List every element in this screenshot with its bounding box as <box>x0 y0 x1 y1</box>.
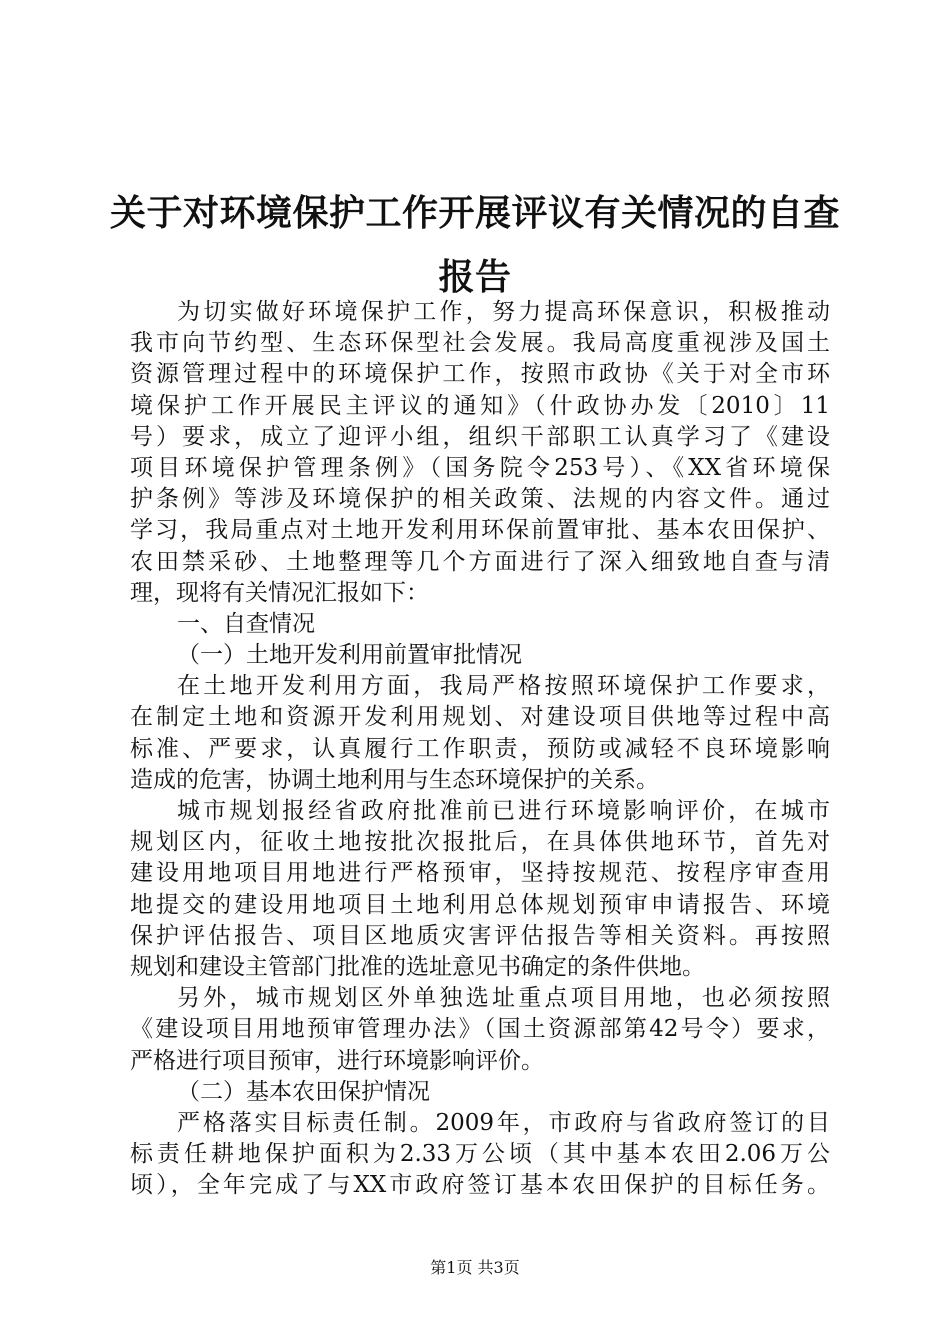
body-line: 理，现将有关情况汇报如下： <box>130 579 429 606</box>
body-line: （二）基本农田保护情况 <box>177 1078 430 1105</box>
body-line: 严格落实目标责任制。2009年，市政府与省政府签订的目 <box>177 1109 830 1136</box>
title-line-1: 关于对环境保护工作开展评议有关情况的自查 <box>110 193 841 234</box>
body-line: 城市规划报经省政府批准前已进行环境影响评价，在城市 <box>177 798 830 824</box>
body-line: 为切实做好环境保护工作，努力提高环保意识，积极推动 <box>177 299 830 325</box>
body-line: 规划和建设主管部门批准的选址意见书确定的条件供地。 <box>130 953 705 980</box>
body-line: 护条例》等涉及环境保护的相关政策、法规的内容文件。通过 <box>130 486 830 513</box>
page-footer: 第1页 共3页 <box>430 1258 520 1277</box>
body-line: 顷），全年完成了与XX市政府签订基本农田保护的目标任务。 <box>130 1172 830 1199</box>
body-line: 保护评估报告、项目区地质灾害评估报告等相关资料。再按照 <box>130 922 830 949</box>
body-line: 境保护工作开展民主评议的通知》（什政协办发〔2010〕11 <box>130 392 830 419</box>
body-line: 标准、严要求，认真履行工作职责，预防或减轻不良环境影响 <box>130 735 830 762</box>
body-line: 资源管理过程中的环境保护工作，按照市政协《关于对全市环 <box>130 361 830 388</box>
body-line: 建设用地项目用地进行严格预审，坚持按规范、按程序审查用 <box>130 860 830 887</box>
body-line: 一、自查情况 <box>177 610 315 637</box>
title-line-2: 报告 <box>438 257 512 298</box>
body-line: （一）土地开发利用前置审批情况 <box>177 642 522 669</box>
document-body <box>130 297 830 1201</box>
body-line: 标责任耕地保护面积为2.33万公顷（其中基本农田2.06万公 <box>130 1141 830 1168</box>
body-line: 造成的危害，协调土地利用与生态环境保护的关系。 <box>130 766 659 793</box>
body-line: 另外，城市规划区外单独选址重点项目用地，也必须按照 <box>177 985 830 1012</box>
body-line: 我市向节约型、生态环保型社会发展。我局高度重视涉及国土 <box>130 330 830 357</box>
body-line: 农田禁采砂、土地整理等几个方面进行了深入细致地自查与清 <box>130 548 830 575</box>
body-line: 地提交的建设用地项目土地利用总体规划预审申请报告、环境 <box>130 891 830 918</box>
body-line: 规划区内，征收土地按批次报批后，在具体供地环节，首先对 <box>130 829 830 856</box>
body-line: 《建设项目用地预审管理办法》（国土资源部第42号令）要求， <box>130 1016 830 1043</box>
body-line: 号）要求，成立了迎评小组，组织干部职工认真学习了《建设 <box>130 423 830 450</box>
body-line: 学习，我局重点对土地开发利用环保前置审批、基本农田保护、 <box>130 517 830 544</box>
body-line: 项目环境保护管理条例》（国务院令253号）、《XX省环境保 <box>130 454 830 481</box>
document-title <box>110 182 840 310</box>
body-line: 严格进行项目预审，进行环境影响评价。 <box>130 1047 544 1074</box>
body-line: 在制定土地和资源开发利用规划、对建设项目供地等过程中高 <box>130 704 830 731</box>
body-line: 在土地开发利用方面，我局严格按照环境保护工作要求， <box>177 673 830 700</box>
